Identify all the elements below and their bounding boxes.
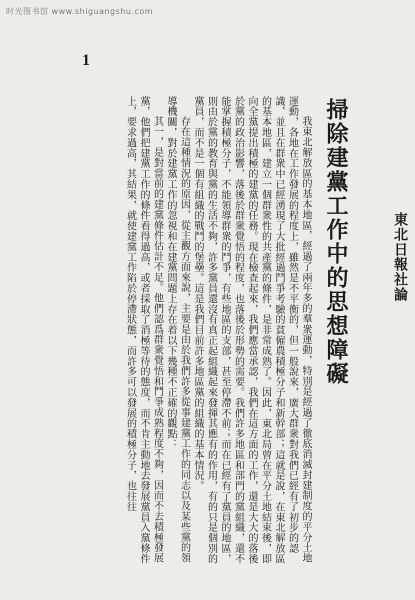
page-number: 1 (82, 52, 90, 69)
paragraph: 存在這種情況的原因，從主觀方面來說，主要是由於我們許多從事建黨工作的同志以及某些黨的領導機關，對於建黨工作的忽視和在建黨問題上存在着以下幾種不正確的觀點： (165, 96, 190, 564)
article-body (90, 96, 312, 572)
list-item: 其一，是對當前的建黨條件估計不足。他們認爲群衆覺悟和鬥爭成熟程度不夠，因而不去積極發展黨，他們把建黨工作的條件看得過高，或者採取了消極等待的態度，而不肯主動地去發展黨員入黨條件上，要求過高，其結果，就使建黨工作陷於停滯狀態，而許多可以發展的積極分子，也往往 (124, 96, 163, 564)
watermark: 时光图书馆 www.shiguangshu.com (6, 7, 154, 16)
paragraph: 我東北解放區的基本地區，經過了兩年多的羣衆運動，特別是經過了徹底消滅封建制度的平分土地運動，各地在工作發展的程度上，雖然是不平衡的，但一般說來，廣大群衆對我們已經有了初步的認識，並且在群衆中已經湧現了大批經過鬥爭考驗的貧僱農積極分子和新幹部；這就是說，在東北解放區的基本地區，建立一個群衆性的共產黨的條件，是非常成熟了。因此，東北局曾在平分土地結束後，即向全黨提出積極的建黨的任務。現在檢查起來，我們應當承認，我們在這方面的工作，還是大大的落後於黨的政治影響，落後於群衆覺悟的程度，也落後於形勢的需要。我們許多地區和部門的黨組織，還不能掌握積極分子，不能領導群衆的鬥爭，有些地區的支部，甚至停滯不前；而在已經有了黨員的地區，則由於黨的教育與黨的生活不夠，許多黨員還沒有真正起組織起來發揮其應有的作用，有的只是個別的黨員，而不是一個有組織的戰鬥的堡壘。這是我們目前許多地區黨的組織的基本情況。 (192, 96, 311, 564)
article-text (90, 96, 312, 572)
article-author: 東北日報社論 (392, 212, 408, 302)
article-title: 掃除建黨工作中的思想障礙 (323, 98, 349, 386)
